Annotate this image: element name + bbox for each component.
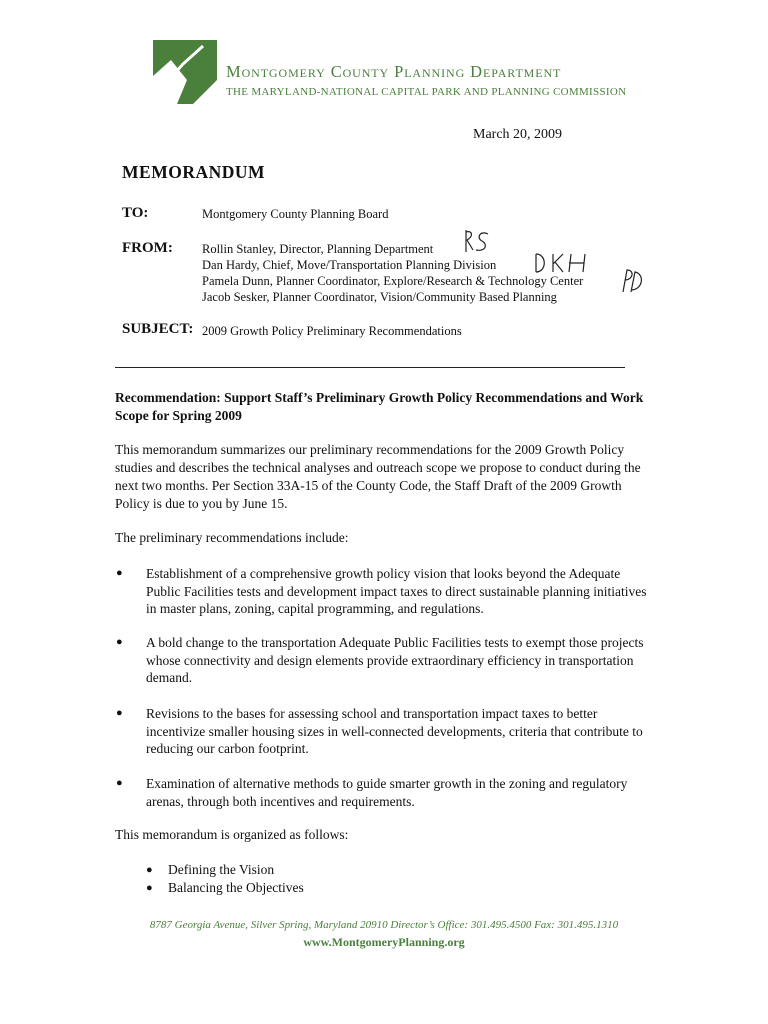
footer-website-link[interactable]: www.MontgomeryPlanning.org xyxy=(303,935,465,949)
from-line: Jacob Sesker, Planner Coordinator, Vision/Community Based Planning xyxy=(202,290,557,304)
memo-date: March 20, 2009 xyxy=(473,127,563,142)
bullet-icon: ● xyxy=(116,636,123,648)
to-value: Montgomery County Planning Board xyxy=(202,207,389,221)
bullet-icon: ● xyxy=(146,864,153,876)
bullet-icon: ● xyxy=(116,567,123,579)
list-item: A bold change to the transportation Adequate Public Facilities tests to exempt those projects whose connectivity and design elements provide extraordinary efficiency in transportation demand. xyxy=(146,635,644,685)
to-label: TO: xyxy=(122,205,149,221)
bullet-icon: ● xyxy=(116,777,123,789)
intro-paragraph: This memorandum summarizes our preliminary recommendations for the 2009 Growth Policy studies and describes the technical analyses and outreach scope we propose to conduct during the next two months. Per Section 33A-15 of the County Code, the Staff Draft of the 2009 Growth Policy is due to you by June 15. xyxy=(115,442,641,511)
prelim-paragraph: The preliminary recommendations include: xyxy=(115,530,349,545)
memo-title: MEMORANDUM xyxy=(122,162,266,182)
list-item: Examination of alternative methods to guide smarter growth in the zoning and regulatory arenas, through both incentives and requirements. xyxy=(146,776,628,809)
organized-paragraph: This memorandum is organized as follows: xyxy=(115,827,349,842)
from-line: Pamela Dunn, Planner Coordinator, Explore/Research & Technology Center xyxy=(202,274,584,288)
from-line: Rollin Stanley, Director, Planning Department xyxy=(202,242,434,256)
org-subtitle: THE MARYLAND-NATIONAL CAPITAL PARK AND PLANNING COMMISSION xyxy=(226,86,627,98)
bullet-icon: ● xyxy=(116,707,123,719)
green-square-logo-icon xyxy=(153,40,217,104)
org-name: Montgomery County Planning Department xyxy=(226,62,562,81)
from-label: FROM: xyxy=(122,240,173,256)
from-line: Dan Hardy, Chief, Move/Transportation Planning Division xyxy=(202,258,497,272)
subject-value: 2009 Growth Policy Preliminary Recommendations xyxy=(202,324,462,338)
outline-item: Defining the Vision xyxy=(168,862,275,877)
initials-signature-dkh xyxy=(533,250,587,274)
header-divider xyxy=(115,367,625,368)
footer-address: 8787 Georgia Avenue, Silver Spring, Maryland 20910 Director’s Office: 301.495.4500 Fax: 301.495.1310 xyxy=(149,919,619,931)
recommendation-heading: Recommendation: Support Staff’s Preliminary Growth Policy Recommendations and Work Scope for Spring 2009 xyxy=(115,390,644,423)
bullet-icon: ● xyxy=(146,882,153,894)
list-item: Establishment of a comprehensive growth policy vision that looks beyond the Adequate Public Facilities tests and development impact taxes to direct sustainable planning initiatives in master plans, zoning, capital programming, and regulations. xyxy=(146,566,647,616)
initials-signature-pd xyxy=(617,268,643,294)
initials-signature-rs xyxy=(462,228,492,254)
outline-item: Balancing the Objectives xyxy=(168,880,304,895)
subject-label: SUBJECT: xyxy=(122,321,194,337)
list-item: Revisions to the bases for assessing school and transportation impact taxes to better incentivize smaller housing sizes in well-connected developments, criteria that contribute to reducing our carbon footprint. xyxy=(146,706,643,756)
